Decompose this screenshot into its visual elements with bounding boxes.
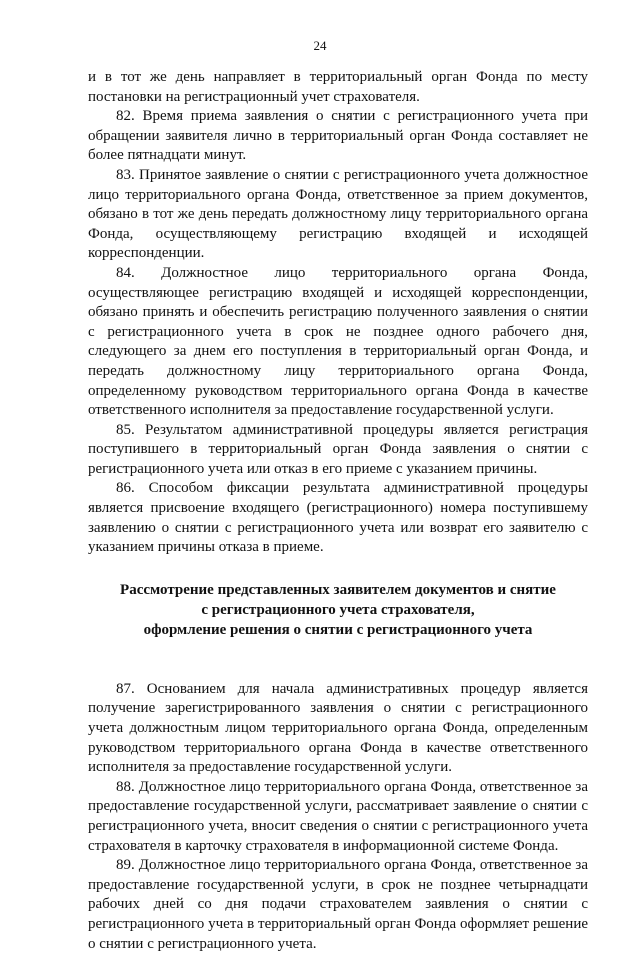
paragraph-83: 83. Принятое заявление о снятии с регистрационного учета должностное лицо территориального органа Фонда, ответственное за прием документов, обязано в тот же день передать должностному лицу территориального органа Фонда, осуществляющему регистрацию входящей и исходящей корреспонденции. bbox=[88, 166, 588, 262]
paragraph-89: 89. Должностное лицо территориального органа Фонда, ответственное за предоставление государственной услуги, в срок не позднее четырнадцати рабочих дней со дня подачи страхователем заявления о снятии с регистрационного учета в территориальный орган Фонда оформляет решение о снятии с регистрационного учета. bbox=[88, 857, 588, 952]
page-number: 24 bbox=[313, 38, 327, 53]
paragraph-85: 85. Результатом административной процедуры является регистрация поступившего в территориальный орган Фонда заявления о снятии с регистрационного учета или отказ в его приеме с указанием причины. bbox=[88, 421, 588, 477]
section-heading-line-1: Рассмотрение представленных заявителем документов и снятие bbox=[120, 581, 556, 598]
section-spacer bbox=[88, 640, 588, 680]
section-heading-line-3: оформление решения о снятии с регистрационного учета bbox=[143, 621, 533, 638]
paragraph-84: 84. Должностное лицо территориального органа Фонда, осуществляющее регистрацию входящей и исходящей корреспонденции, обязано принять и обеспечить регистрацию полученного заявления о снятии с регистрационного учета в срок не позднее одного рабочего дня, следующего за днем его поступления в территориальный орган Фонда, и передать должностному лицу территориального органа Фонда, определенному руководством территориального органа Фонда в качестве ответственного исполнителя за предоставление государственной услуги. bbox=[88, 264, 588, 419]
section-heading-line-2: с регистрационного учета страхователя, bbox=[201, 601, 475, 618]
section-heading bbox=[88, 580, 588, 640]
paragraph-86: 86. Способом фиксации результата административной процедуры является присвоение входящего (регистрационного) номера поступившему заявлению о снятии с регистрационного учета или возврат его заявителю с указанием причины отказа в приеме. bbox=[88, 480, 588, 556]
document-body bbox=[88, 68, 588, 954]
paragraph-88: 88. Должностное лицо территориального органа Фонда, ответственное за предоставление государственной услуги, рассматривает заявление о снятии с регистрационного учета, вносит сведения о снятии с регистрационного учета страхователя в карточку страхователя в информационной системе Фонда. bbox=[88, 778, 588, 854]
paragraph-87: 87. Основанием для начала административных процедур является получение зарегистрированного заявления о снятии с регистрационного учета должностным лицом территориального органа Фонда, определенным руководством территориального органа Фонда в качестве ответственного исполнителя за предоставление государственной услуги. bbox=[88, 680, 588, 776]
paragraph-continuation: и в тот же день направляет в территориальный орган Фонда по месту постановки на регистрационный учет страхователя. bbox=[88, 69, 588, 105]
paragraph-82: 82. Время приема заявления о снятии с регистрационного учета при обращении заявителя лично в территориальный орган Фонда составляет не более пятнадцати минут. bbox=[88, 108, 588, 164]
